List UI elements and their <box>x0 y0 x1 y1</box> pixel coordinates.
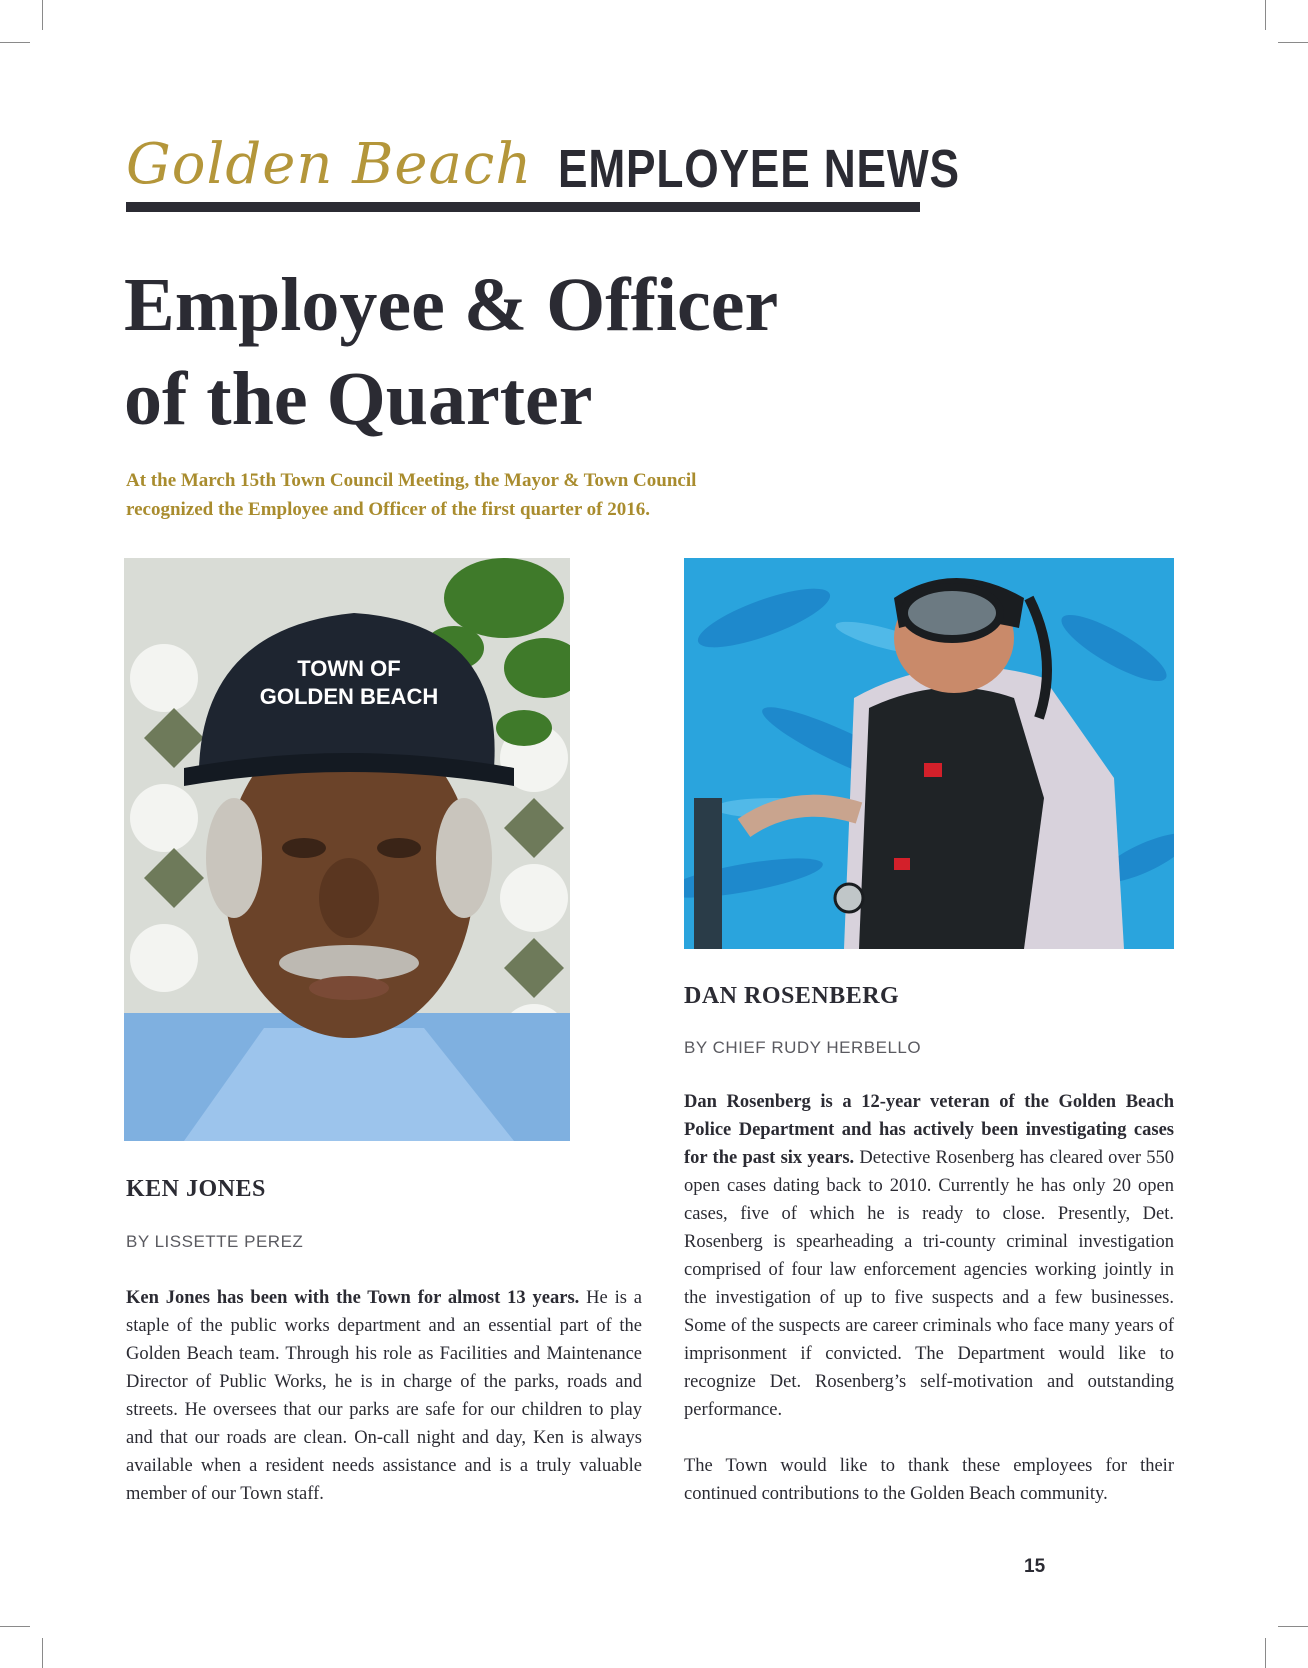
page-title-line-1: Employee & Officer <box>124 263 779 347</box>
page-number: 15 <box>1024 1556 1046 1577</box>
profile-text-ken-jones: He is a staple of the public works department and an essential part of the Golden Beach team. Through his role as Facilities and Maintenance Director of Public Works, he is in charge of the parks, roads and streets. He oversees that our parks are safe for our children to play and that our roads are clean. On-call night and day, Ken is always available when a resident needs assistance and is a truly valuable member of our Town staff. <box>126 1288 643 1504</box>
profile-lead-ken-jones: Ken Jones has been with the Town for almost 13 years. <box>126 1288 580 1308</box>
ken-jones-photo <box>124 558 570 1141</box>
page-title-line-2: of the Quarter <box>124 357 593 441</box>
dan-rosenberg-photo <box>684 558 1174 949</box>
cap-text-line-2: GOLDEN BEACH <box>259 684 439 709</box>
deck-line-2: recognized the Employee and Officer of the first quarter of 2016. <box>126 499 650 520</box>
crop-mark <box>42 0 43 30</box>
profile-body-ken-jones <box>126 1284 642 1508</box>
cap-text-line-1: TOWN OF <box>297 656 401 681</box>
masthead-script-title: Golden Beach <box>126 132 533 197</box>
profile-name-ken-jones: KEN JONES <box>126 1176 266 1202</box>
profile-name-dan-rosenberg: DAN ROSENBERG <box>684 983 900 1009</box>
page-title <box>124 258 1024 446</box>
crop-mark <box>1278 1626 1308 1627</box>
masthead-rule <box>126 202 920 212</box>
masthead-section-title: EMPLOYEE NEWS <box>558 139 960 199</box>
deck-line-1: At the March 15th Town Council Meeting, the Mayor & Town Council <box>126 470 697 491</box>
crop-mark <box>1265 1638 1266 1668</box>
crop-mark <box>1278 42 1308 43</box>
profile-byline-dan-rosenberg: BY CHIEF RUDY HERBELLO <box>684 1038 922 1057</box>
profile-lead-dan-rosenberg: Dan Rosenberg is a 12-year veteran of the Golden Beach Police Department and has actively been investigating cases for the past six years. <box>684 1092 1174 1168</box>
crop-mark <box>1265 0 1266 30</box>
profile-byline-ken-jones: BY LISSETTE PEREZ <box>126 1232 304 1251</box>
profile-text-dan-rosenberg: Detective Rosenberg has cleared over 550 open cases dating back to 2010. Currently he has only 20 open cases, five of which he is ready to close. Presently, Det. Rosenberg is spearheading a tri-county criminal investigation comprised of four law enforcement agencies working jointly in the investigation of up to five suspects and a few businesses. Some of the suspects are career criminals who face many years of imprisonment if convicted. The Department would like to recognize Det. Rosenberg’s self-motivation and outstanding performance. <box>684 1148 1174 1420</box>
crop-mark <box>0 42 30 43</box>
profile-body-dan-rosenberg <box>684 1088 1174 1424</box>
deck-intro <box>126 466 786 524</box>
crop-mark <box>0 1626 30 1627</box>
crop-mark <box>42 1638 43 1668</box>
masthead <box>126 128 960 214</box>
closing-paragraph: The Town would like to thank these employees for their continued contributions to the Golden Beach community. <box>684 1456 1174 1504</box>
